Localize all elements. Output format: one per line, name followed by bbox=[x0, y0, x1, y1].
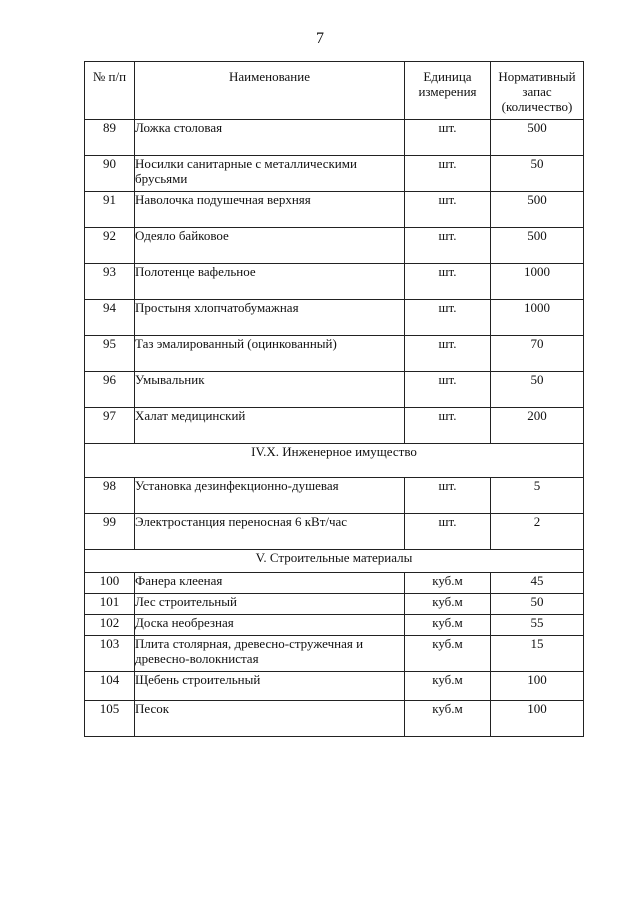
row-qty: 70 bbox=[491, 336, 584, 372]
row-unit: шт. bbox=[405, 300, 491, 336]
row-num: 92 bbox=[85, 228, 135, 264]
row-name: Простыня хлопчатобумажная bbox=[135, 300, 405, 336]
row-unit: шт. bbox=[405, 372, 491, 408]
row-unit: шт. bbox=[405, 228, 491, 264]
inventory-table bbox=[84, 61, 584, 737]
table-row bbox=[85, 636, 584, 672]
row-num: 101 bbox=[85, 594, 135, 615]
row-unit: шт. bbox=[405, 264, 491, 300]
row-qty: 100 bbox=[491, 701, 584, 737]
row-qty: 50 bbox=[491, 372, 584, 408]
row-qty: 500 bbox=[491, 120, 584, 156]
row-unit: шт. bbox=[405, 408, 491, 444]
row-name: Наволочка подушечная верхняя bbox=[135, 192, 405, 228]
row-name: Одеяло байковое bbox=[135, 228, 405, 264]
row-num: 90 bbox=[85, 156, 135, 192]
row-name: Песок bbox=[135, 701, 405, 737]
row-name: Полотенце вафельное bbox=[135, 264, 405, 300]
row-qty: 50 bbox=[491, 594, 584, 615]
row-unit: шт. bbox=[405, 336, 491, 372]
table-row bbox=[85, 573, 584, 594]
row-name: Халат медицинский bbox=[135, 408, 405, 444]
row-unit: шт. bbox=[405, 120, 491, 156]
header-num: № п/п bbox=[85, 62, 135, 120]
row-unit: куб.м bbox=[405, 672, 491, 701]
row-num: 89 bbox=[85, 120, 135, 156]
row-num: 105 bbox=[85, 701, 135, 737]
row-unit: шт. bbox=[405, 478, 491, 514]
row-name: Таз эмалированный (оцинкованный) bbox=[135, 336, 405, 372]
table-row bbox=[85, 478, 584, 514]
row-qty: 50 bbox=[491, 156, 584, 192]
row-qty: 55 bbox=[491, 615, 584, 636]
row-qty: 500 bbox=[491, 192, 584, 228]
table-row bbox=[85, 615, 584, 636]
table-row bbox=[85, 228, 584, 264]
row-qty: 200 bbox=[491, 408, 584, 444]
row-unit: шт. bbox=[405, 192, 491, 228]
row-qty: 45 bbox=[491, 573, 584, 594]
row-name: Лес строительный bbox=[135, 594, 405, 615]
row-num: 98 bbox=[85, 478, 135, 514]
table-row bbox=[85, 372, 584, 408]
row-num: 97 bbox=[85, 408, 135, 444]
row-num: 95 bbox=[85, 336, 135, 372]
table-row bbox=[85, 156, 584, 192]
table-row bbox=[85, 300, 584, 336]
row-unit: куб.м bbox=[405, 701, 491, 737]
row-num: 99 bbox=[85, 514, 135, 550]
header-qty: Нормативный запас (количество) bbox=[491, 62, 584, 120]
row-name: Электростанция переносная 6 кВт/час bbox=[135, 514, 405, 550]
table-row bbox=[85, 514, 584, 550]
row-unit: куб.м bbox=[405, 636, 491, 672]
row-name: Плита столярная, древесно-стружечная и древесно-волокнистая bbox=[135, 636, 405, 672]
section-row bbox=[85, 444, 584, 478]
row-name: Установка дезинфекционно-душевая bbox=[135, 478, 405, 514]
row-num: 96 bbox=[85, 372, 135, 408]
row-qty: 5 bbox=[491, 478, 584, 514]
table-row bbox=[85, 408, 584, 444]
section-row bbox=[85, 550, 584, 573]
table-row bbox=[85, 264, 584, 300]
row-unit: куб.м bbox=[405, 594, 491, 615]
table-row bbox=[85, 336, 584, 372]
page-number: 7 bbox=[316, 30, 324, 47]
row-unit: куб.м bbox=[405, 615, 491, 636]
row-name: Носилки санитарные с металлическими брусьями bbox=[135, 156, 405, 192]
table-header-row bbox=[85, 62, 584, 120]
table-row bbox=[85, 701, 584, 737]
row-num: 103 bbox=[85, 636, 135, 672]
row-num: 91 bbox=[85, 192, 135, 228]
row-name: Умывальник bbox=[135, 372, 405, 408]
row-qty: 2 bbox=[491, 514, 584, 550]
row-name: Фанера клееная bbox=[135, 573, 405, 594]
row-name: Доска необрезная bbox=[135, 615, 405, 636]
row-unit: шт. bbox=[405, 514, 491, 550]
row-num: 93 bbox=[85, 264, 135, 300]
row-name: Щебень строительный bbox=[135, 672, 405, 701]
table-row bbox=[85, 120, 584, 156]
row-name: Ложка столовая bbox=[135, 120, 405, 156]
row-unit: куб.м bbox=[405, 573, 491, 594]
row-qty: 15 bbox=[491, 636, 584, 672]
row-qty: 1000 bbox=[491, 300, 584, 336]
row-num: 94 bbox=[85, 300, 135, 336]
section-heading-engineering: IV.X. Инженерное имущество bbox=[85, 444, 584, 478]
row-num: 104 bbox=[85, 672, 135, 701]
row-qty: 100 bbox=[491, 672, 584, 701]
header-unit: Единица измерения bbox=[405, 62, 491, 120]
row-num: 100 bbox=[85, 573, 135, 594]
table-row bbox=[85, 672, 584, 701]
header-name: Наименование bbox=[135, 62, 405, 120]
table-row bbox=[85, 594, 584, 615]
row-qty: 1000 bbox=[491, 264, 584, 300]
section-heading-building-materials: V. Строительные материалы bbox=[85, 550, 584, 573]
row-qty: 500 bbox=[491, 228, 584, 264]
table-row bbox=[85, 192, 584, 228]
row-unit: шт. bbox=[405, 156, 491, 192]
row-num: 102 bbox=[85, 615, 135, 636]
